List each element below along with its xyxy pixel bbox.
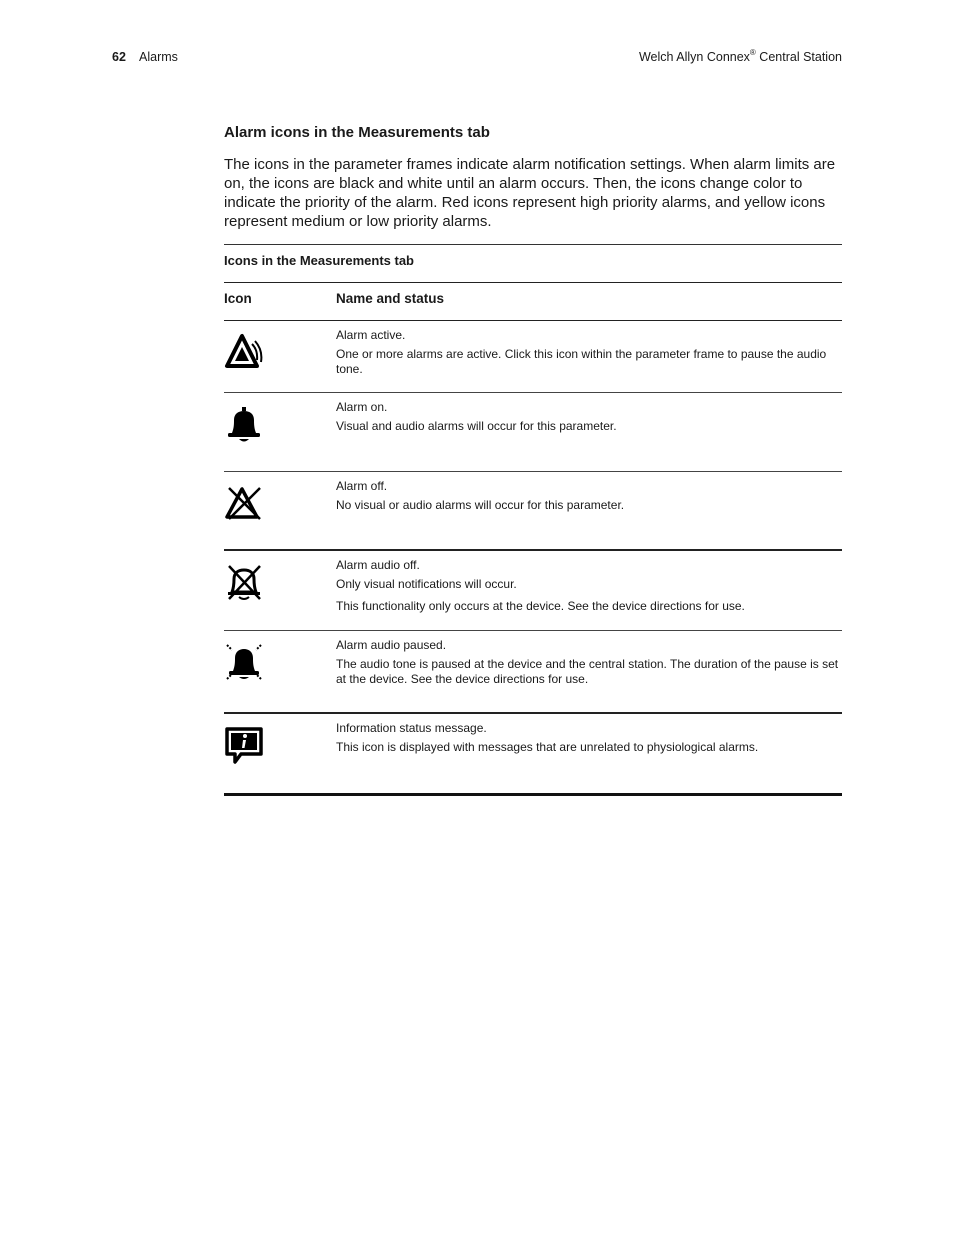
page-header — [112, 50, 842, 68]
row-note: This functionality only occurs at the device. See the device directions for use. — [336, 598, 745, 613]
icon-cell — [224, 472, 336, 550]
table-row — [224, 550, 842, 631]
row-name: Alarm off. — [336, 479, 388, 493]
information-icon — [224, 725, 264, 765]
document-title — [639, 50, 842, 64]
icon-cell — [224, 321, 336, 393]
bell-paused-icon — [224, 642, 264, 682]
name-status-cell — [336, 472, 842, 550]
table-row — [224, 321, 842, 393]
row-name: Alarm on. — [336, 400, 388, 414]
name-status-cell — [336, 631, 842, 713]
table-row — [224, 393, 842, 472]
row-name: Alarm audio off. — [336, 557, 420, 572]
registered-mark: ® — [749, 48, 756, 57]
table-row — [224, 472, 842, 550]
bell-icon — [224, 404, 264, 444]
row-name: Information status message. — [336, 720, 487, 735]
table-row — [224, 631, 842, 713]
icon-cell — [224, 631, 336, 713]
main-content — [224, 124, 842, 231]
name-status-cell — [336, 550, 842, 631]
row-name: Alarm audio paused. — [336, 638, 447, 652]
row-description: Only visual notifications will occur. — [336, 576, 517, 591]
row-description: One or more alarms are active. Click this icon within the parameter frame to pause the audio tone. — [336, 347, 827, 376]
column-header-icon: Icon — [224, 283, 336, 321]
row-description: This icon is displayed with messages that are unrelated to physiological alarms. — [336, 739, 759, 754]
icon-cell — [224, 550, 336, 631]
table-row — [224, 713, 842, 795]
section-heading: Alarm icons in the Measurements tab — [224, 124, 490, 141]
row-description: Visual and audio alarms will occur for this parameter. — [336, 419, 617, 433]
table-header-row — [224, 283, 842, 321]
doc-title-tail: Central Station — [755, 50, 842, 64]
icon-cell — [224, 393, 336, 472]
alarm-active-icon — [224, 332, 264, 372]
alarm-off-icon — [224, 483, 264, 523]
bell-muted-icon — [224, 562, 264, 602]
doc-title-main: Welch Allyn Connex — [638, 50, 750, 64]
icons-table — [224, 244, 842, 796]
name-status-cell — [336, 321, 842, 393]
row-description: No visual or audio alarms will occur for this parameter. — [336, 498, 625, 512]
icon-cell — [224, 713, 336, 795]
name-status-cell — [336, 393, 842, 472]
table-caption: Icons in the Measurements tab — [224, 244, 842, 282]
intro-paragraph: The icons in the parameter frames indicate alarm notification settings. When alarm limits are on, the icons are black and white until an alarm occurs. Then, the icons change color to indicate the priority of the alarm. Red icons represent high priority alarms, and yellow icons represent medium or low priority alarms. — [224, 156, 836, 230]
row-name: Alarm active. — [336, 328, 406, 342]
column-header-name-status: Name and status — [336, 283, 842, 321]
section-name: Alarms — [139, 50, 178, 64]
row-description: The audio tone is paused at the device and the central station. The duration of the pause is set at the device. See the device directions for use. — [336, 657, 839, 686]
name-status-cell — [336, 713, 842, 795]
page-number: 62 — [112, 50, 126, 64]
